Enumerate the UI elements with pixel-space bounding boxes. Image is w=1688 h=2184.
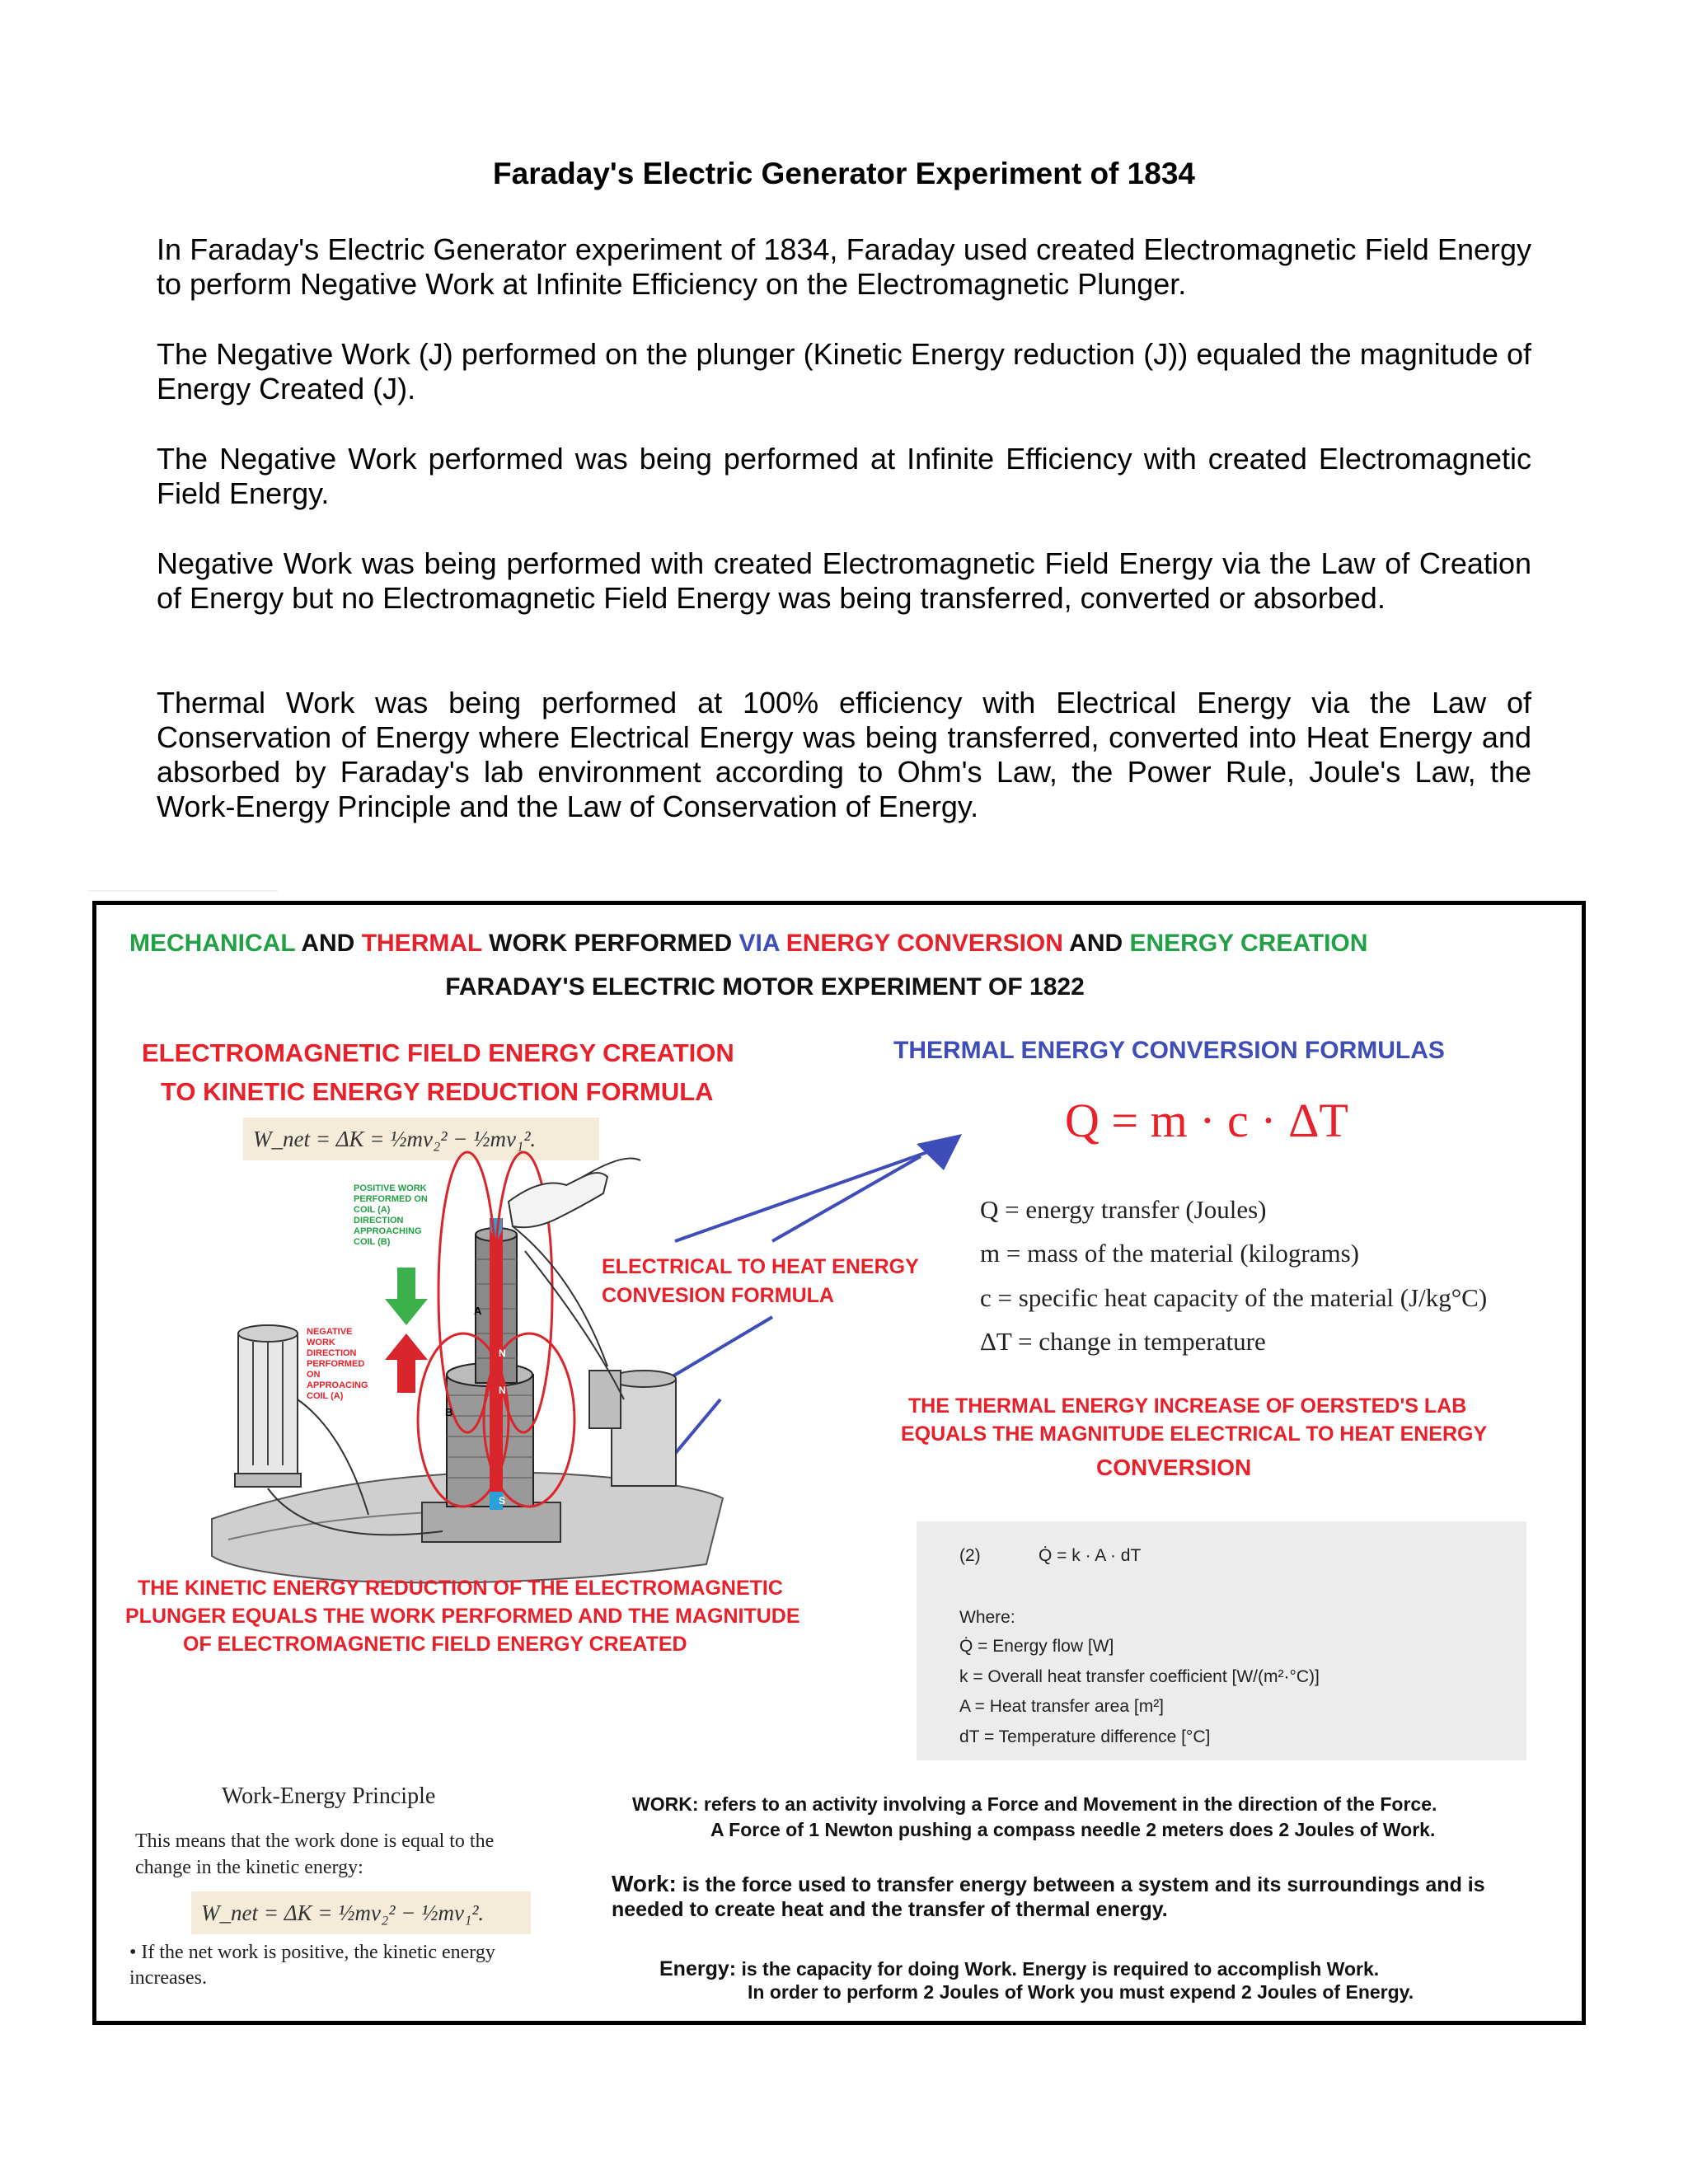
header-and-1: AND bbox=[301, 930, 355, 957]
q-def-2: m = mass of the material (kilograms) bbox=[980, 1239, 1359, 1268]
work-definition-1: WORK: refers to an activity involving a Force and Movement in the direction of the Force. bbox=[632, 1793, 1437, 1815]
elec-heat-label-1: ELECTRICAL TO HEAT ENERGY bbox=[602, 1255, 919, 1278]
heat-flow-number: (2) bbox=[959, 1546, 981, 1565]
positive-work-note: POSITIVE WORK PERFORMED ON COIL (A) DIRECTION APPROACHING COIL (B) bbox=[354, 1183, 428, 1247]
label-n2: N bbox=[499, 1385, 506, 1396]
wep-line-2: change in the kinetic energy: bbox=[135, 1857, 363, 1878]
q-def-1: Q = energy transfer (Joules) bbox=[980, 1195, 1267, 1224]
faraday-apparatus-illustration bbox=[96, 905, 1582, 2021]
q-formula: Q = m · c · ΔT bbox=[1065, 1094, 1348, 1147]
header-work-performed: WORK PERFORMED bbox=[489, 930, 733, 957]
work-label: WORK: bbox=[632, 1793, 699, 1815]
energy-definition-1: Energy: is the capacity for doing Work. Energy is required to accomplish Work. bbox=[659, 1957, 1380, 1980]
paragraph-3: The Negative Work performed was being performed at Infinite Efficiency with created Electromagnetic Field Energy. bbox=[157, 442, 1531, 510]
oersted-line-3: CONVERSION bbox=[1096, 1455, 1252, 1480]
battery-cell bbox=[589, 1371, 676, 1486]
oersted-line-1: THE THERMAL ENERGY INCREASE OF OERSTED'S LAB bbox=[908, 1394, 1467, 1418]
wep-bullet-1: • If the net work is positive, the kinetic energy bbox=[129, 1942, 495, 1963]
hand-illustration bbox=[509, 1159, 640, 1228]
paragraph-4: Negative Work was being performed with created Electromagnetic Field Energy via the Law of Creation of Energy but no Electromagnetic Field Energy was being transferred, converted or absorbed. bbox=[157, 546, 1531, 615]
thermal-formulas-heading: THERMAL ENERGY CONVERSION FORMULAS bbox=[893, 1037, 1445, 1064]
paragraph-1: In Faraday's Electric Generator experiment of 1834, Faraday used created Electromagnetic Field Energy to perform Negative Work at Infinite Efficiency on the Electromagnetic Plunger. bbox=[157, 232, 1531, 301]
heat-flow-def-3: A = Heat transfer area [m²] bbox=[959, 1697, 1165, 1716]
header-energy-creation: ENERGY CREATION bbox=[1129, 930, 1368, 957]
panel-subtitle: FARADAY'S ELECTRIC MOTOR EXPERIMENT OF 1822 bbox=[445, 973, 1085, 1001]
header-energy-conversion: ENERGY CONVERSION bbox=[785, 930, 1063, 957]
work-definition-3: Work: is the force used to transfer energy between a system and its surroundings and is bbox=[612, 1871, 1485, 1896]
heat-flow-where: Where: bbox=[959, 1608, 1015, 1627]
em-heading-1: ELECTROMAGNETIC FIELD ENERGY CREATION bbox=[142, 1038, 734, 1067]
heat-flow-def-1: Q̇ = Energy flow [W] bbox=[959, 1637, 1114, 1656]
oersted-line-2: EQUALS THE MAGNITUDE ELECTRICAL TO HEAT ENERGY bbox=[901, 1422, 1488, 1446]
paragraph-2: The Negative Work (J) performed on the plunger (Kinetic Energy reduction (J)) equaled the magnitude of Energy Created (J). bbox=[157, 337, 1531, 405]
label-b: B bbox=[445, 1406, 453, 1418]
infographic-panel bbox=[92, 901, 1586, 2025]
label-s: S bbox=[499, 1495, 506, 1507]
label-a: A bbox=[474, 1305, 482, 1317]
wep-title: Work-Energy Principle bbox=[222, 1783, 436, 1809]
q-def-4: ΔT = change in temperature bbox=[980, 1327, 1266, 1356]
work-energy-formula-bottom: W_net = ΔK = ½mv₂² − ½mv₁². bbox=[191, 1891, 531, 1934]
heat-flow-def-4: dT = Temperature difference [°C] bbox=[959, 1727, 1211, 1746]
work-energy-formula-top: W_net = ΔK = ½mv₂² − ½mv₁². bbox=[243, 1118, 599, 1160]
work-definition-2: A Force of 1 Newton pushing a compass needle 2 meters does 2 Joules of Work. bbox=[710, 1819, 1436, 1840]
kinetic-line-1: THE KINETIC ENERGY REDUCTION OF THE ELECTROMAGNETIC bbox=[138, 1577, 783, 1600]
energy-definition-2: In order to perform 2 Joules of Work you must expend 2 Joules of Energy. bbox=[748, 1981, 1414, 2003]
heat-flow-def-2: k = Overall heat transfer coefficient [W/(m²·°C)] bbox=[959, 1667, 1320, 1686]
faint-rule bbox=[88, 890, 278, 892]
header-and-2: AND bbox=[1069, 930, 1123, 957]
label-n1: N bbox=[499, 1347, 506, 1359]
em-heading-2: TO KINETIC ENERGY REDUCTION FORMULA bbox=[161, 1077, 714, 1106]
header-thermal: THERMAL bbox=[361, 930, 482, 957]
page-title: Faraday's Electric Generator Experiment of 1834 bbox=[493, 157, 1195, 190]
wep-line-1: This means that the work done is equal to the bbox=[135, 1830, 495, 1852]
paragraph-5: Thermal Work was being performed at 100% efficiency with Electrical Energy via the Law of Conservation of Energy where Electrical Energy was being transferred, converted into Heat Energy and absorbed by Faraday's lab environment according to Ohm's Law, the Power Rule, Joule's Law, the Work-Energy Principle and the Law of Conservation of Energy. bbox=[157, 686, 1531, 823]
work2-label: Work: bbox=[612, 1871, 677, 1896]
kinetic-line-2: PLUNGER EQUALS THE WORK PERFORMED AND THE MAGNITUDE bbox=[125, 1605, 800, 1628]
work-definition-4: needed to create heat and the transfer of thermal energy. bbox=[612, 1898, 1168, 1921]
elec-heat-label-2: CONVESION FORMULA bbox=[602, 1284, 834, 1307]
q-def-3: c = specific heat capacity of the material (J/kg°C) bbox=[980, 1283, 1488, 1312]
green-down-arrow bbox=[385, 1268, 428, 1325]
heat-flow-box bbox=[917, 1521, 1526, 1760]
header-via: VIA bbox=[738, 930, 780, 957]
wep-bullet-2: increases. bbox=[129, 1967, 207, 1989]
glass-jar bbox=[235, 1325, 301, 1487]
heat-flow-equation: Q̇ = k · A · dT bbox=[1039, 1546, 1142, 1565]
negative-work-note: NEGATIVE WORK DIRECTION PERFORMED ON APPROACING COIL (A) bbox=[307, 1327, 368, 1401]
kinetic-line-3: OF ELECTROMAGNETIC FIELD ENERGY CREATED bbox=[183, 1633, 687, 1656]
energy-label: Energy: bbox=[659, 1957, 737, 1980]
header-mechanical: MECHANICAL bbox=[129, 930, 296, 957]
